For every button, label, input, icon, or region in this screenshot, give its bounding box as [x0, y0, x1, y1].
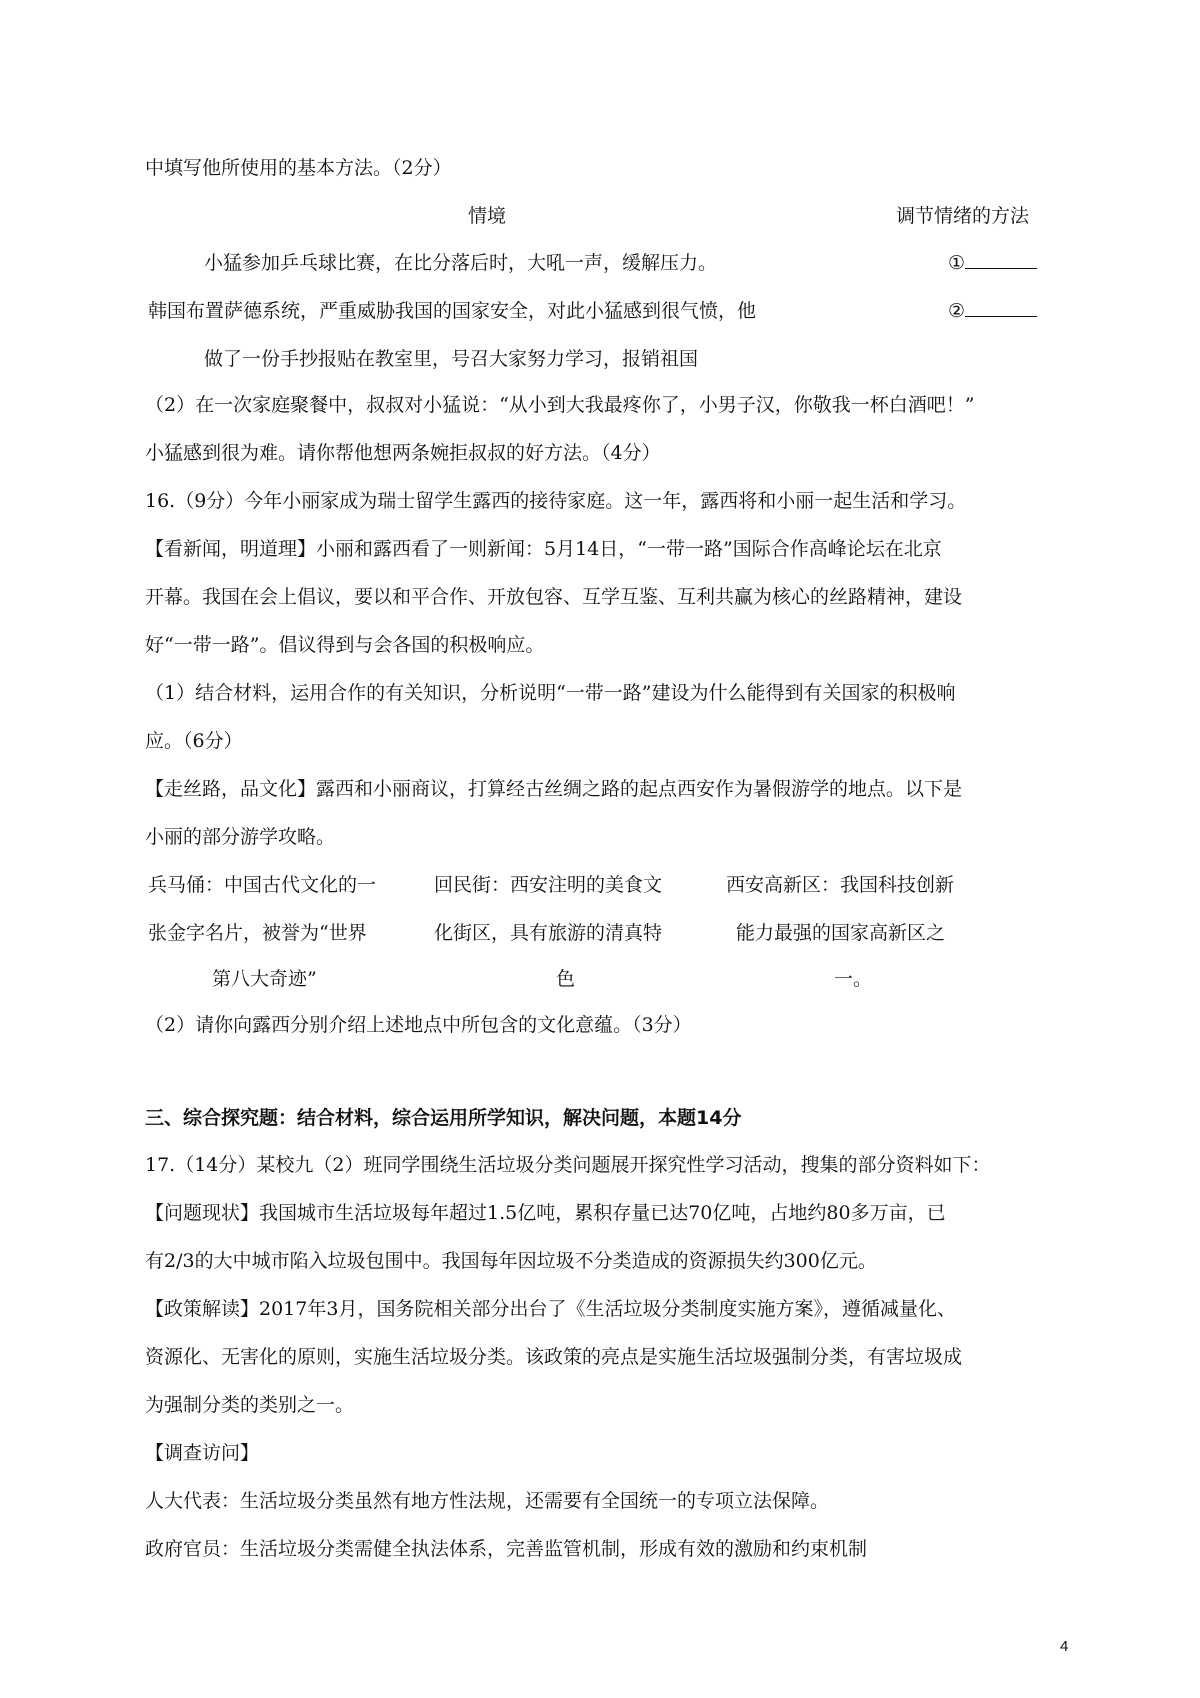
guide-col2-line1: 回民街：西安注明的美食文	[434, 874, 663, 896]
section-3-heading: 三、综合探究题：结合材料，综合运用所学知识，解决问题，本题14分	[145, 1107, 742, 1129]
question-17-status-line2: 有2/3的大中城市陷入垃圾包围中。我国每年因垃圾不分类造成的资源损失约300亿元。	[145, 1250, 877, 1272]
blank-marker-1: ①	[948, 252, 966, 274]
table-row1-situation: 小猛参加乒乓球比赛，在比分落后时，大吼一声，缓解压力。	[204, 252, 718, 274]
question-17-policy-line2: 资源化、无害化的原则，实施生活垃圾分类。该政策的亮点是实施生活垃圾强制分类，有害垃圾成	[145, 1346, 963, 1368]
blank-marker-2: ②	[948, 300, 966, 322]
question-17-stem: 17.（14分）某校九（2）班同学围绕生活垃圾分类问题展开探究性学习活动，搜集的部分资料如下：	[145, 1154, 991, 1176]
guide-col2-line3: 色	[556, 968, 576, 990]
question-16-stem: 16.（9分）今年小丽家成为瑞士留学生露西的接待家庭。这一年，露西将和小丽一起生活和学习。	[145, 490, 967, 512]
question-17-survey-heading: 【调查访问】	[145, 1442, 260, 1464]
guide-col3-line2: 能力最强的国家高新区之	[736, 922, 946, 944]
guide-col1-line3: 第八大奇迹”	[212, 968, 317, 990]
question-15-part2-tail: 中填写他所使用的基本方法。（2分）	[145, 157, 452, 179]
answer-blank-2[interactable]	[948, 298, 1037, 324]
question-16-news-line1: 【看新闻，明道理】小丽和露西看了一则新闻：5月14日，“一带一路”国际合作高峰论坛在北京	[145, 538, 942, 560]
answer-blank-1[interactable]	[948, 250, 1037, 276]
question-16-sub2: （2）请你向露西分别介绍上述地点中所包含的文化意蕴。（3分）	[145, 1014, 692, 1036]
table-row2-situation-line2: 做了一份手抄报贴在教室里，号召大家努力学习，报销祖国	[204, 348, 699, 370]
question-16-news-line3: 好“一带一路”。倡议得到与会各国的积极响应。	[145, 634, 545, 656]
question-17-policy-line3: 为强制分类的类别之一。	[145, 1394, 355, 1416]
table-header-situation: 情境	[468, 205, 507, 227]
question-17-survey-line2: 政府官员：生活垃圾分类需健全执法体系，完善监管机制，形成有效的激励和约束机制	[145, 1538, 868, 1560]
guide-col3-line1: 西安高新区：我国科技创新	[726, 874, 955, 896]
question-17-status-line1: 【问题现状】我国城市生活垃圾每年超过1.5亿吨，累积存量已达70亿吨，占地约80多万亩，已	[145, 1202, 946, 1224]
guide-col1-line2: 张金字名片，被誉为“世界	[148, 922, 367, 944]
question-16-sub1-line1: （1）结合材料，运用合作的有关知识，分析说明“一带一路”建设为什么能得到有关国家的积极响	[145, 682, 956, 704]
question-16-silk-line2: 小丽的部分游学攻略。	[145, 826, 336, 848]
question-17-survey-line1: 人大代表：生活垃圾分类虽然有地方性法规，还需要有全国统一的专项立法保障。	[145, 1490, 830, 1512]
question-16-news-line2: 开幕。我国在会上倡议，要以和平合作、开放包容、互学互鉴、互利共赢为核心的丝路精神，建设	[145, 586, 963, 608]
question-16-silk-line1: 【走丝路，品文化】露西和小丽商议，打算经古丝绸之路的起点西安作为暑假游学的地点。以下是	[145, 778, 963, 800]
guide-col1-line1: 兵马俑：中国古代文化的一	[148, 874, 377, 896]
page-number: 4	[1060, 1638, 1069, 1655]
table-header-method: 调节情绪的方法	[896, 205, 1030, 227]
question-16-sub1-line2: 应。（6分）	[145, 730, 243, 752]
guide-col3-line3: 一。	[834, 968, 873, 990]
question-17-policy-line1: 【政策解读】2017年3月，国务院相关部分出台了《生活垃圾分类制度实施方案》，遵循减量化、	[145, 1298, 956, 1320]
table-row2-situation-line1: 韩国布置萨德系统，严重威胁我国的国家安全，对此小猛感到很气愤，他	[148, 300, 757, 322]
question-15-sub2-line1: （2）在一次家庭聚餐中，叔叔对小猛说：“从小到大我最疼你了，小男子汉，你敬我一杯白酒吧！”	[145, 394, 975, 416]
guide-col2-line2: 化街区，具有旅游的清真特	[434, 922, 663, 944]
question-15-sub2-line2: 小猛感到很为难。请你帮他想两条婉拒叔叔的好方法。（4分）	[145, 442, 661, 464]
